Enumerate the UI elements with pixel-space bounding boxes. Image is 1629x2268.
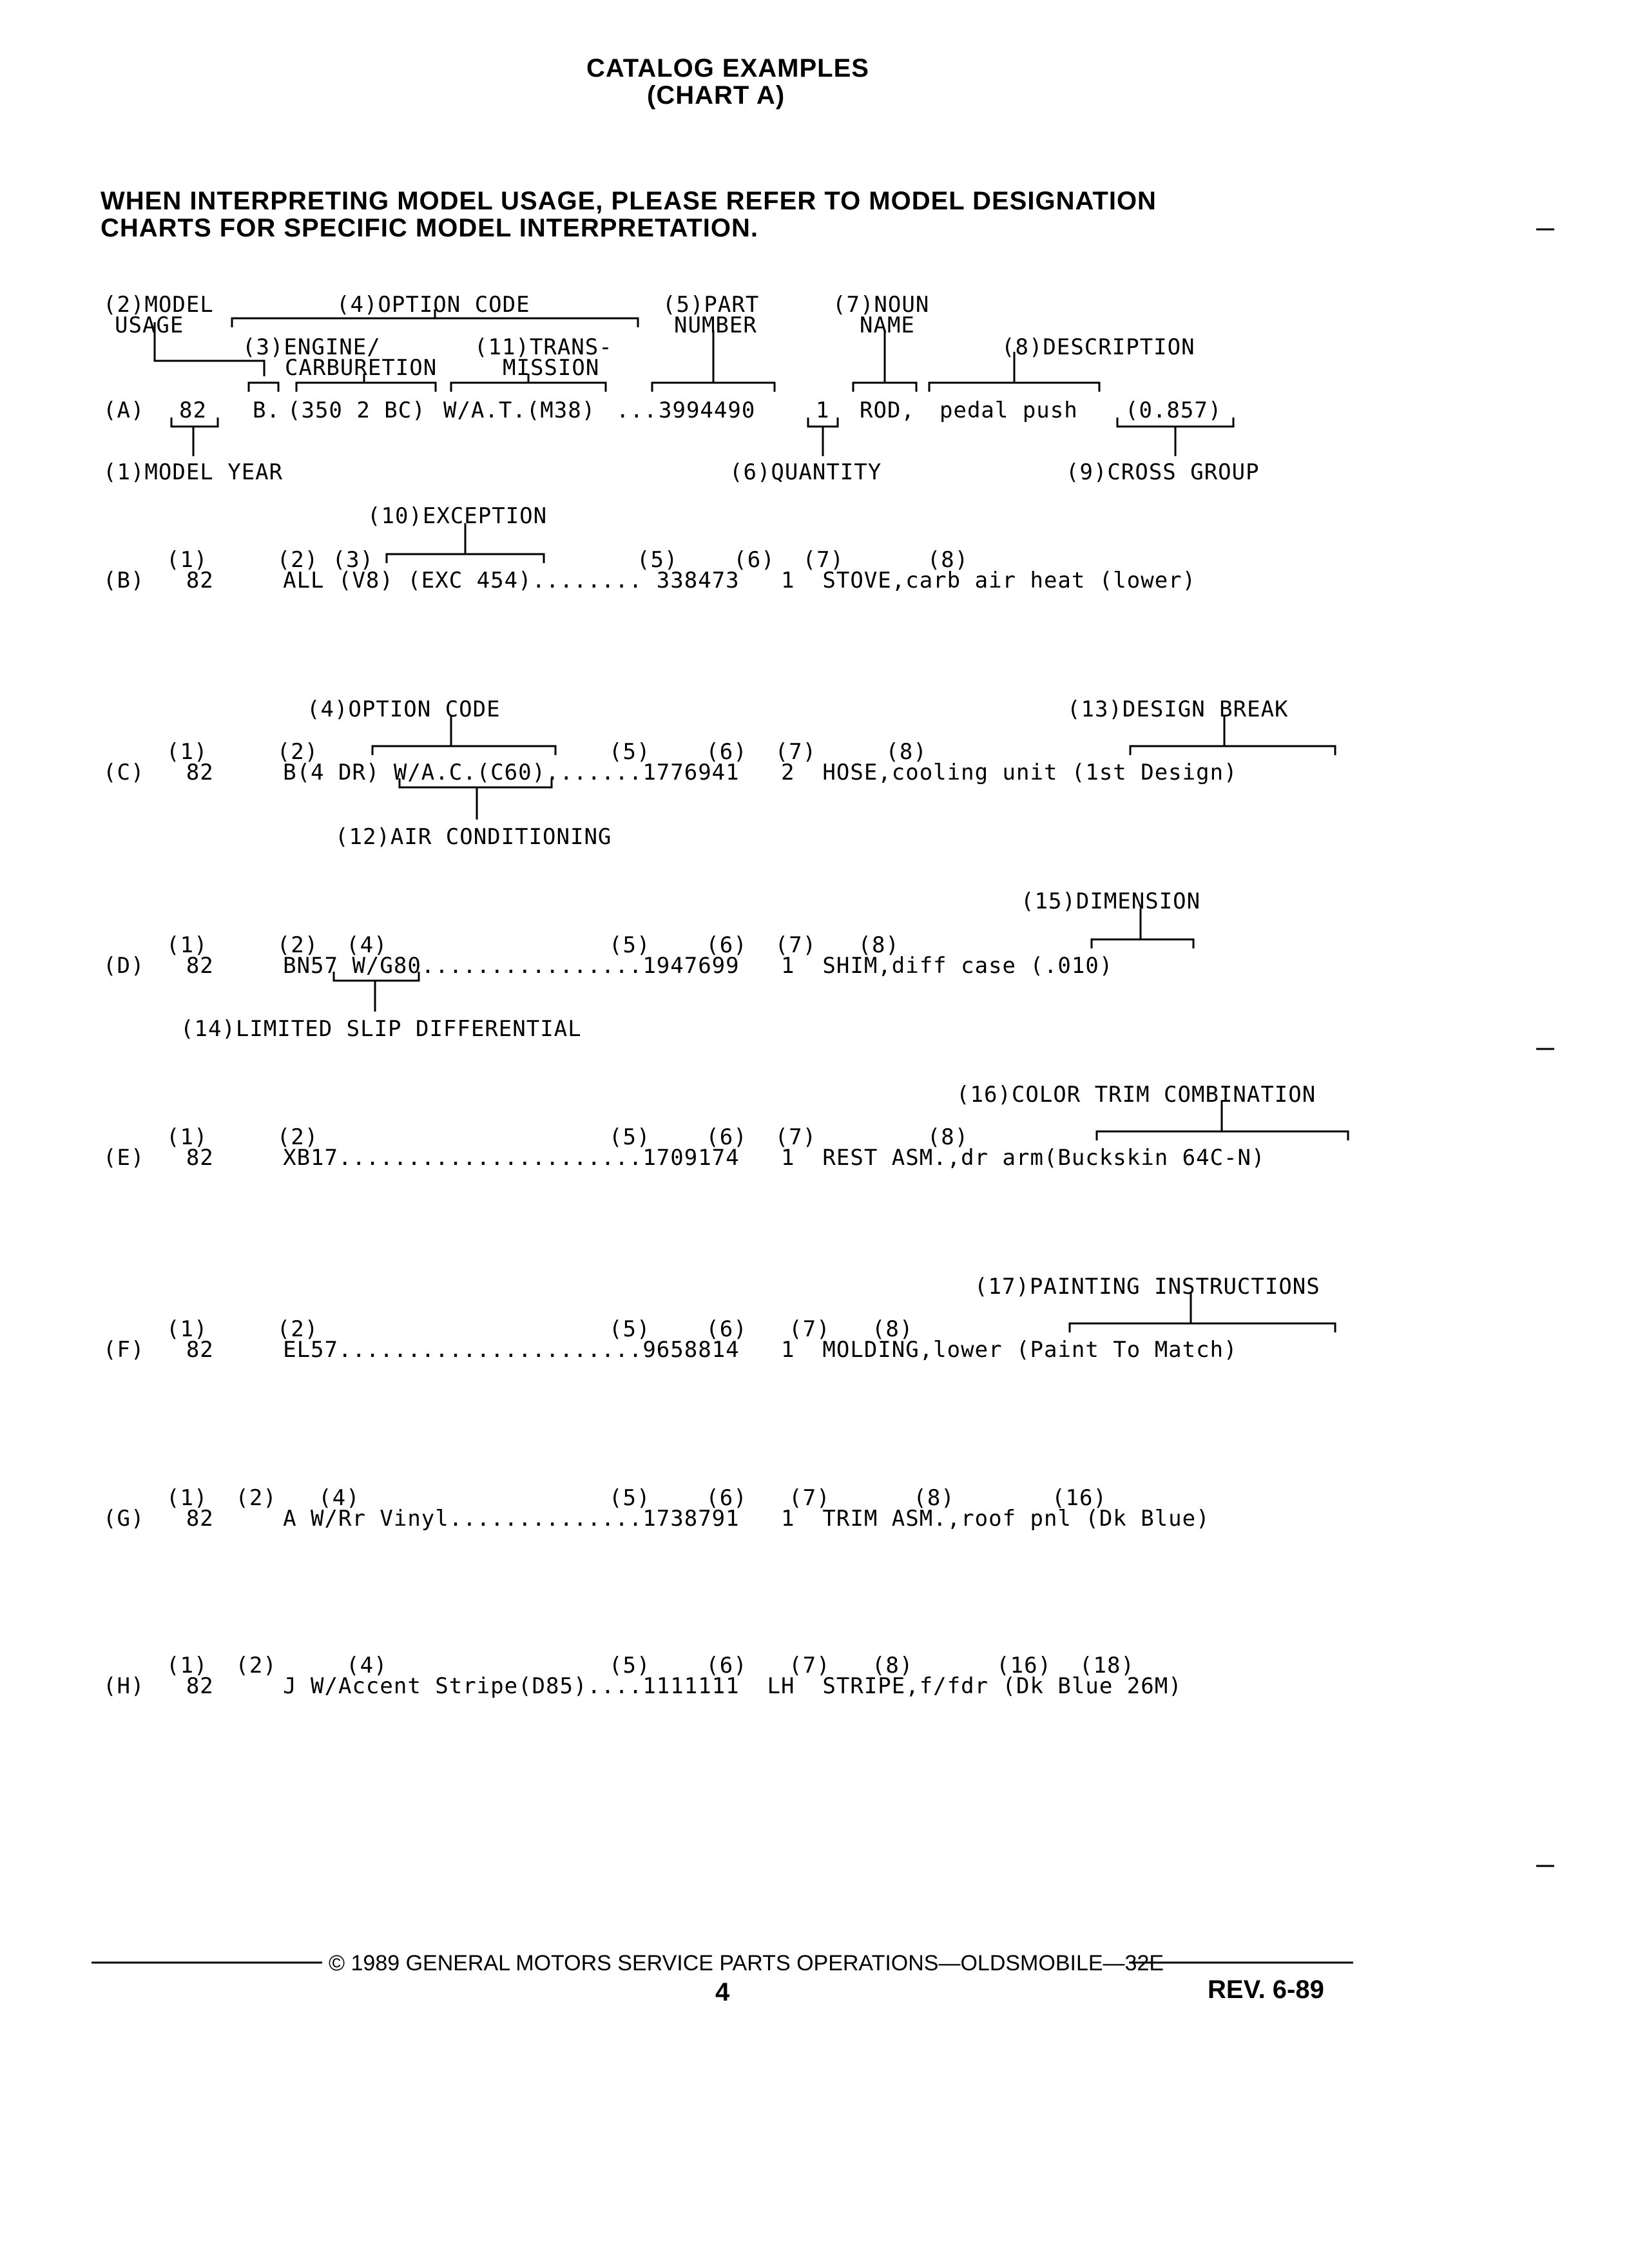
- ref-numbers-e: (1) (2) (5) (6) (7) (8): [166, 1124, 969, 1150]
- callout-noun-name-2: NAME: [860, 312, 915, 338]
- revision-label: REV. 6-89: [1208, 1975, 1324, 2004]
- page-title: CATALOG EXAMPLES: [586, 54, 869, 82]
- ref-numbers-g: (1) (2) (4) (5) (6) (7) (8) (16): [166, 1485, 1107, 1511]
- callout-model-usage-2: USAGE: [115, 312, 184, 338]
- ref-numbers-c: (1) (2) (5) (6) (7) (8): [166, 739, 927, 765]
- callout-transmission: (11)TRANS-: [474, 334, 613, 360]
- noun-name-value: ROD,: [860, 398, 915, 423]
- callout-model-year: (1)MODEL YEAR: [103, 459, 284, 485]
- limited-slip-bracket: [334, 972, 419, 1012]
- callout-engine: (3)ENGINE/: [242, 334, 381, 360]
- row-line-h: (H) 82 J W/Accent Stripe(D85)....1111111 LH STRIPE,f/fdr (Dk Blue 26M): [103, 1673, 1182, 1699]
- callout-model-usage: (2)MODEL: [103, 292, 214, 318]
- painting-bracket: [1070, 1293, 1335, 1332]
- ref-numbers-h: (1) (2) (4) (5) (6) (7) (8) (16) (18): [166, 1653, 1135, 1678]
- callout-quantity: (6)QUANTITY: [729, 459, 882, 485]
- row-line-b: (B) 82 ALL (V8) (EXC 454)........ 338473 1 STOVE,carb air heat (lower): [103, 568, 1197, 593]
- instruction-line-1: WHEN INTERPRETING MODEL USAGE, PLEASE REFER TO MODEL DESIGNATION: [101, 187, 1157, 215]
- option-code-c-bracket: [372, 715, 555, 755]
- page-number: 4: [715, 1978, 730, 2006]
- callout-part-number-2: NUMBER: [674, 312, 757, 338]
- callout-noun-name: (7)NOUN: [833, 292, 930, 318]
- color-trim-bracket: [1097, 1100, 1348, 1140]
- cross-group-bracket: [1117, 418, 1233, 456]
- callout-description: (8)DESCRIPTION: [1001, 334, 1195, 360]
- copyright-notice: © 1989 GENERAL MOTORS SERVICE PARTS OPERATIONS—OLDSMOBILE—32E: [329, 1951, 1164, 1975]
- engine-bracket: [296, 374, 436, 392]
- page-subtitle: (CHART A): [647, 81, 786, 110]
- callout-exception: (10)EXCEPTION: [367, 503, 548, 529]
- model-year-bracket: [171, 418, 218, 456]
- callout-color-trim: (16)COLOR TRIM COMBINATION: [956, 1082, 1316, 1108]
- transmission-value: W/A.T.(M38): [443, 398, 596, 423]
- part-number-value: 3994490: [659, 398, 756, 423]
- cross-group-value: (0.857): [1125, 398, 1222, 423]
- row-line-f: (F) 82 EL57......................9658814 1 MOLDING,lower (Paint To Match): [103, 1337, 1238, 1363]
- row-line-d: (D) 82 BN57 W/G80................1947699 1 SHIM,diff case (.010): [103, 953, 1113, 979]
- option-code-bracket: [232, 309, 638, 327]
- callout-engine-2: CARBURETION: [285, 355, 438, 381]
- ref-numbers-b: (1) (2) (3) (5) (6) (7) (8): [166, 547, 969, 573]
- callout-transmission-2: MISSION: [503, 355, 600, 381]
- leader-dots: ...: [616, 398, 658, 423]
- quantity-bracket: [808, 418, 838, 456]
- callout-limited-slip: (14)LIMITED SLIP DIFFERENTIAL: [180, 1016, 582, 1042]
- row-line-g: (G) 82 A W/Rr Vinyl..............1738791 1 TRIM ASM.,roof pnl (Dk Blue): [103, 1506, 1210, 1532]
- row-line-c: (C) 82 B(4 DR) W/A.C.(C60).......1776941 2 HOSE,cooling unit (1st Design): [103, 760, 1238, 785]
- description-value: pedal push: [940, 398, 1078, 423]
- callout-design-break: (13)DESIGN BREAK: [1067, 697, 1289, 722]
- callout-dimension: (15)DIMENSION: [1021, 889, 1201, 914]
- callout-cross-group: (9)CROSS GROUP: [1066, 459, 1260, 485]
- noun-name-bracket: [853, 330, 916, 392]
- air-conditioning-bracket: [400, 778, 552, 820]
- ref-numbers-d: (1) (2) (4) (5) (6) (7) (8): [166, 932, 900, 958]
- part-number-bracket: [652, 330, 775, 392]
- callout-air-conditioning: (12)AIR CONDITIONING: [335, 824, 612, 850]
- engine-value: (350 2 BC): [287, 398, 426, 423]
- model-usage-value: B.: [253, 398, 280, 423]
- row-label-a: (A): [103, 398, 145, 423]
- model-usage-leader: [155, 322, 264, 376]
- ref-numbers-f: (1) (2) (5) (6) (7) (8): [166, 1316, 914, 1342]
- row-line-e: (E) 82 XB17......................1709174 1 REST ASM.,dr arm(Buckskin 64C-N): [103, 1145, 1266, 1171]
- callout-option-code: (4)OPTION CODE: [336, 292, 530, 318]
- design-break-bracket: [1130, 715, 1335, 755]
- callout-option-code-c: (4)OPTION CODE: [307, 697, 501, 722]
- callout-painting: (17)PAINTING INSTRUCTIONS: [974, 1274, 1320, 1300]
- exception-bracket: [387, 523, 544, 563]
- model-year-value: 82: [179, 398, 207, 423]
- callout-part-number: (5)PART: [662, 292, 760, 318]
- description-bracket: [929, 352, 1099, 392]
- quantity-value: 1: [816, 398, 830, 423]
- transmission-bracket: [451, 374, 606, 392]
- usage-small-bracket: [249, 383, 278, 392]
- dimension-bracket: [1092, 908, 1193, 948]
- instruction-line-2: CHARTS FOR SPECIFIC MODEL INTERPRETATION.: [101, 214, 759, 242]
